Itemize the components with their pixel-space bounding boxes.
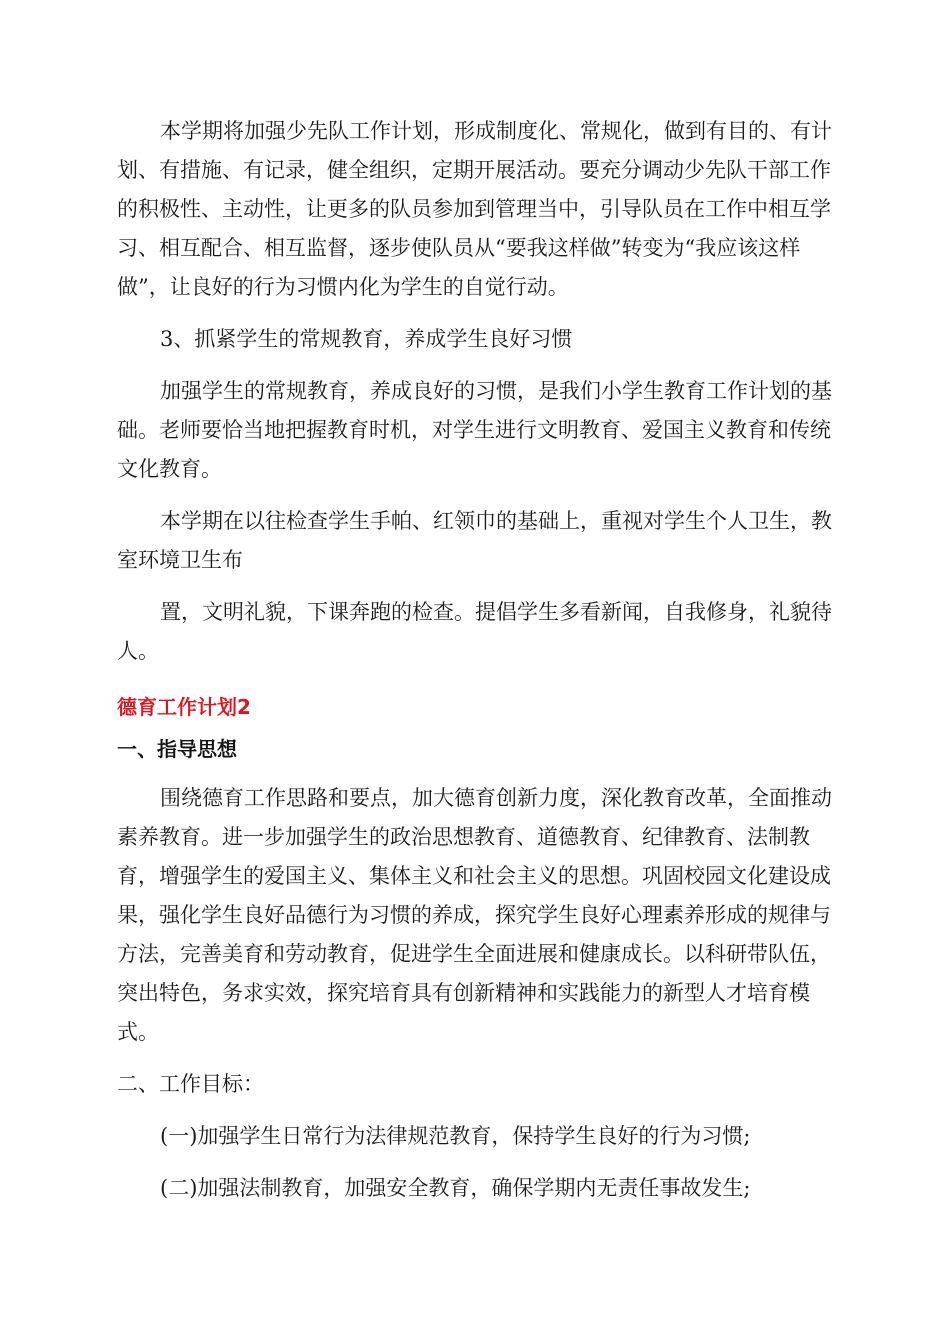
subheading-guiding-thought: 一、指导思想 bbox=[117, 737, 237, 761]
paragraph-hygiene-check: 本学期在以往检查学生手帕、红领巾的基础上，重视对学生个人卫生，教室环境卫生布 bbox=[117, 509, 832, 572]
document-body bbox=[117, 112, 835, 1208]
subheading-work-goals: 二、工作目标： bbox=[117, 1072, 264, 1096]
section-title: 德育工作计划2 bbox=[117, 695, 251, 719]
paragraph-hygiene-check-cont: 置，文明礼貌，下课奔跑的检查。提倡学生多看新闻，自我修身，礼貌待人。 bbox=[117, 600, 832, 663]
paragraph-pioneer-plan: 本学期将加强少先队工作计划，形成制度化、常规化，做到有目的、有计划、有措施、有记录，健全组织，定期开展活动。要充分调动少先队干部工作的积极性、主动性，让更多的队员参加到管理当中，引导队员在工作中相互学习、相互配合、相互监督，逐步使队员从“要我这样做”转变为“我应该这样做”，让良好的行为习惯内化为学生的自觉行动。 bbox=[117, 119, 832, 299]
paragraph-guiding-thought: 围绕德育工作思路和要点，加大德育创新力度，深化教育改革，全面推动素养教育。进一步加强学生的政治思想教育、道德教育、纪律教育、法制教育，增强学生的爱国主义、集体主义和社会主义的思想。巩固校园文化建设成果，强化学生良好品德行为习惯的养成，探究学生良好心理素养形成的规律与方法，完善美育和劳动教育，促进学生全面进展和健康成长。以科研带队伍，突出特色，务求实效，探究培育具有创新精神和实践能力的新型人才培育模式。 bbox=[117, 786, 832, 1044]
paragraph-item-3: 3、抓紧学生的常规教育，养成学生良好习惯 bbox=[160, 327, 573, 351]
paragraph-routine-education: 加强学生的常规教育，养成良好的习惯，是我们小学生教育工作计划的基础。老师要恰当地把握教育时机，对学生进行文明教育、爱国主义教育和传统文化教育。 bbox=[117, 379, 832, 481]
goal-item-2: (二)加强法制教育，加强安全教育，确保学期内无责任事故发生; bbox=[160, 1176, 751, 1200]
goal-item-1: (一)加强学生日常行为法律规范教育，保持学生良好的行为习惯; bbox=[160, 1124, 751, 1148]
